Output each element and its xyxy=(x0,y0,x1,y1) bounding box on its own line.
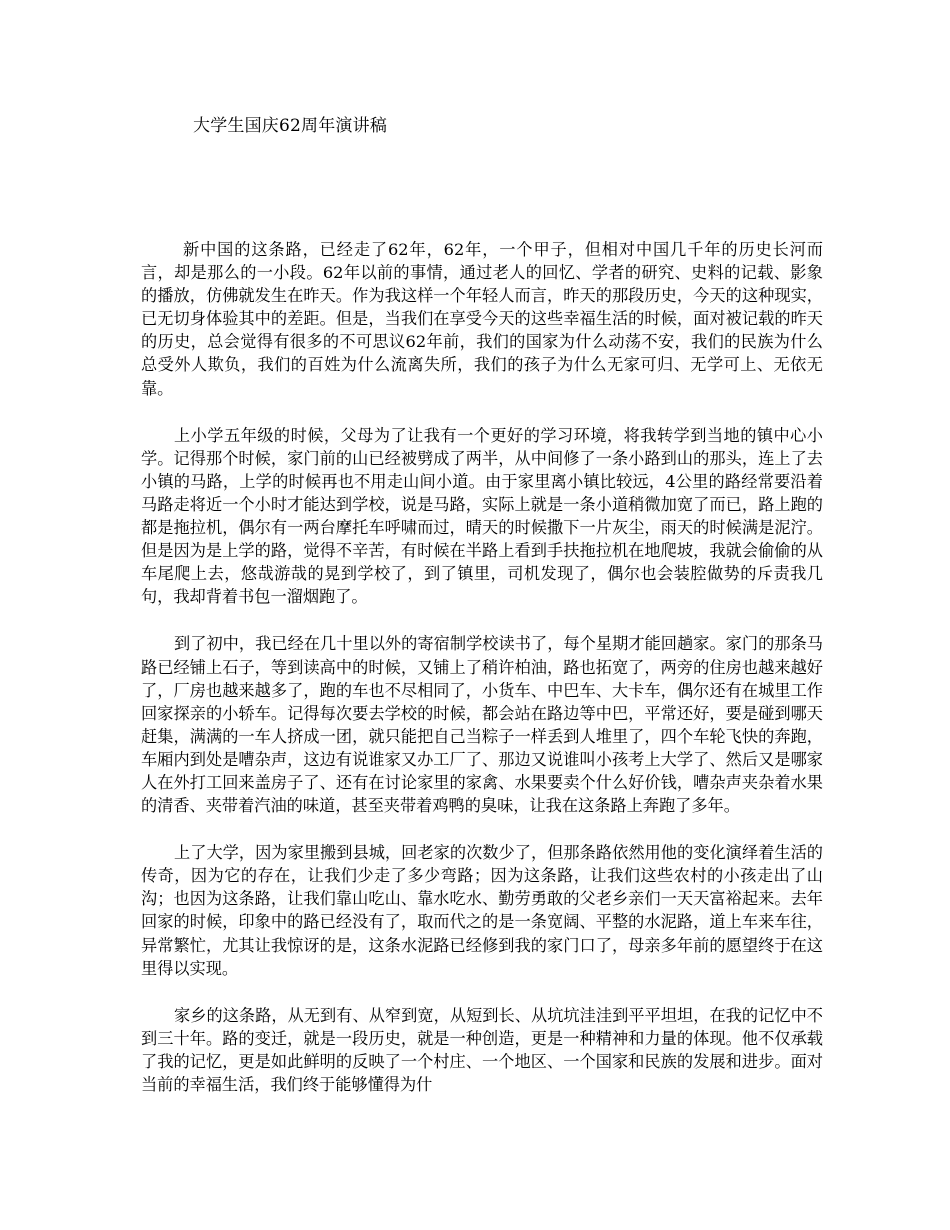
paragraph-4: 上了大学，因为家里搬到县城，回老家的次数少了，但那条路依然用他的变化演绎着生活的传奇，因为它的存在，让我们少走了多少弯路；因为这条路，让我们这些农村的小孩走出了山沟；也因为这条路，让我们靠山吃山、靠水吃水、勤劳勇敢的父老乡亲们一天天富裕起来。去年回家的时候，印象中的路已经没有了，取而代之的是一条宽阔、平整的水泥路，道上车来车往，异常繁忙，尤其让我惊讶的是，这条水泥路已经修到我的家门口了，母亲多年前的愿望终于在这里得以实现。 xyxy=(141,843,823,978)
document-body xyxy=(141,238,823,1120)
paragraph-2: 上小学五年级的时候，父母为了让我有一个更好的学习环境，将我转学到当地的镇中心小学。记得那个时候，家门前的山已经被劈成了两半，从中间修了一条小路到山的那头，连上了去小镇的马路，上学的时候再也不用走山间小道。由于家里离小镇比较远，4公里的路经常要沿着马路走将近一个小时才能达到学校，说是马路，实际上就是一条小道稍微加宽了而已，路上跑的都是拖拉机，偶尔有一两台摩托车呼啸而过，晴天的时候撒下一片灰尘，雨天的时候满是泥泞。但是因为是上学的路，觉得不辛苦，有时候在半路上看到手扶拖拉机在地爬坡，我就会偷偷的从车尾爬上去，悠哉游哉的晃到学校了，到了镇里，司机发现了，偶尔也会装腔做势的斥责我几句，我却背着书包一溜烟跑了。 xyxy=(141,425,823,607)
paragraph-1: 新中国的这条路，已经走了62年，62年，一个甲子，但相对中国几千年的历史长河而言，却是那么的一小段。62年以前的事情，通过老人的回忆、学者的研究、史料的记载、影象的播放，仿佛就发生在昨天。作为我这样一个年轻人而言，昨天的那段历史，今天的这种现实，已无切身体验其中的差距。但是，当我们在享受今天的这些幸福生活的时候，面对被记载的昨天的历史，总会觉得有很多的不可思议62年前，我们的国家为什么动荡不安，我们的民族为什么总受外人欺负，我们的百姓为什么流离失所，我们的孩子为什么无家可归、无学可上、无依无靠。 xyxy=(141,240,823,398)
document-title: 大学生国庆62周年演讲稿 xyxy=(193,116,388,136)
paragraph-3: 到了初中，我已经在几十里以外的寄宿制学校读书了，每个星期才能回趟家。家门的那条马路已经铺上石子，等到读高中的时候，又铺上了稍许柏油，路也拓宽了，两旁的住房也越来越好了，厂房也越来越多了，跑的车也不尽相同了，小货车、中巴车、大卡车，偶尔还有在城里工作回家探亲的小轿车。记得每次要去学校的时候，都会站在路边等中巴，平常还好，要是碰到哪天赶集，满满的一车人挤成一团，就只能把自己当粽子一样丢到人堆里了，四个车轮飞快的奔跑，车厢内到处是嘈杂声，这边有说谁家又办工厂了、那边又说谁叫小孩考上大学了、然后又是哪家人在外打工回来盖房子了、还有在讨论家里的家禽、水果要卖个什么好价钱，嘈杂声夹杂着水果的清香、夹带着汽油的味道，甚至夹带着鸡鸭的臭味，让我在这条路上奔跑了多年。 xyxy=(141,634,823,816)
paragraph-5: 家乡的这条路，从无到有、从窄到宽，从短到长、从坑坑洼洼到平平坦坦，在我的记忆中不到三十年。路的变迁，就是一段历史，就是一种创造，更是一种精神和力量的体现。他不仅承载了我的记忆，更是如此鲜明的反映了一个村庄、一个地区、一个国家和民族的发展和进步。面对当前的幸福生活，我们终于能够懂得为什 xyxy=(141,1005,823,1094)
